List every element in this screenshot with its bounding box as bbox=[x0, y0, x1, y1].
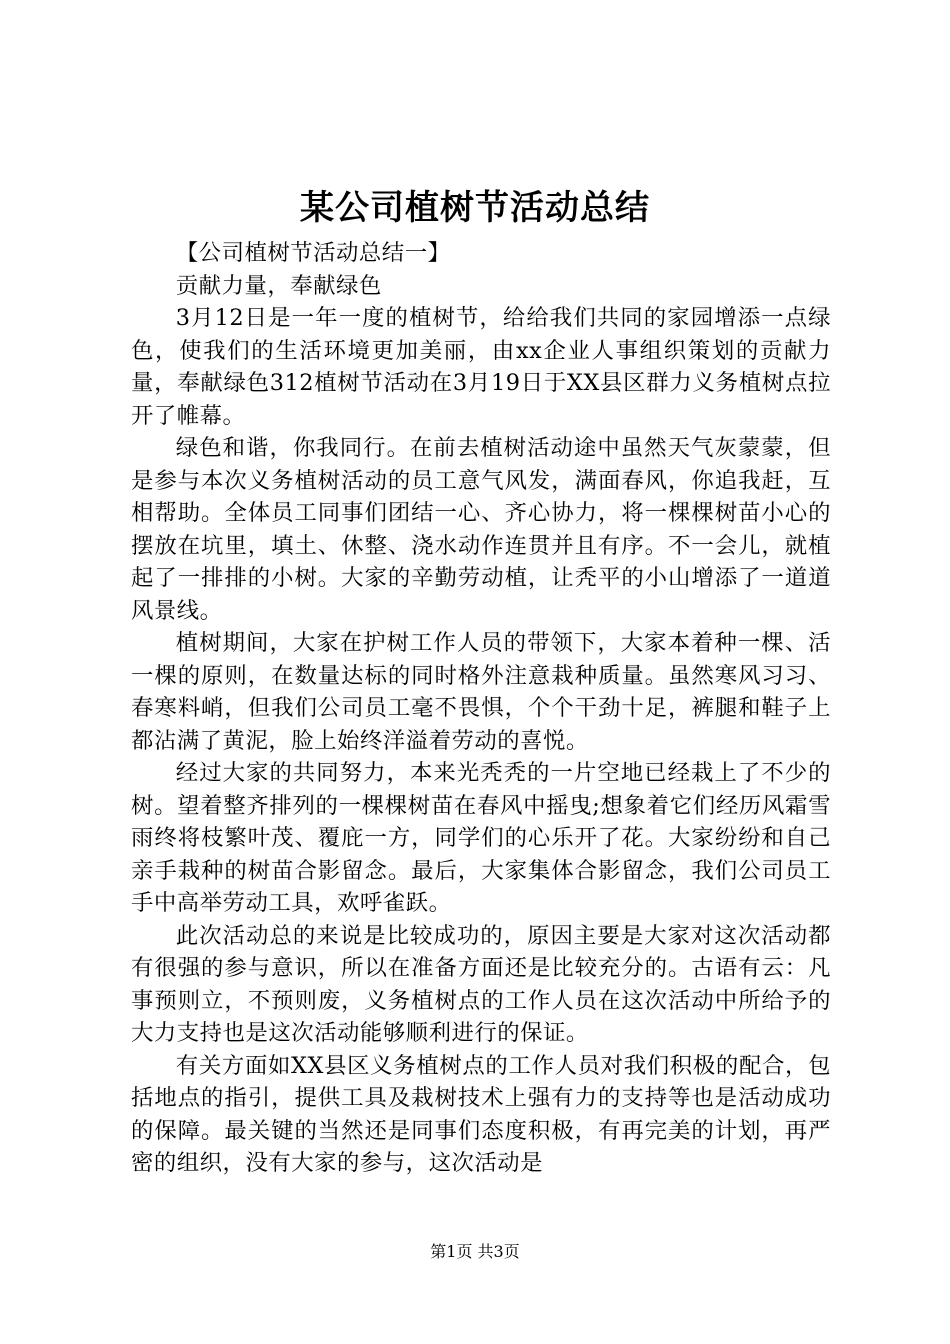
body-paragraph: 绿色和谐，你我同行。在前去植树活动途中虽然天气灰蒙蒙，但是参与本次义务植树活动的员工意气风发，满面春风，你追我赶，互相帮助。全体员工同事们团结一心、齐心协力，将一棵棵树苗小心的摆放在坑里，填土、休整、浇水动作连贯并且有序。不一会儿，就植起了一排排的小树。大家的辛勤劳动植，让秃平的小山增添了一道道风景线。 bbox=[131, 435, 831, 624]
body-paragraph: 植树期间，大家在护树工作人员的带领下，大家本着种一棵、活一棵的原则，在数量达标的同时格外注意栽种质量。虽然寒风习习、春寒料峭，但我们公司员工毫不畏惧，个个干劲十足，裤腿和鞋子上都沾满了黄泥，脸上始终洋溢着劳动的喜悦。 bbox=[131, 630, 831, 754]
document-title: 某公司植树节活动总结 bbox=[300, 188, 650, 228]
body-paragraph: 经过大家的共同努力，本来光秃秃的一片空地已经栽上了不少的树。望着整齐排列的一棵棵树苗在春风中摇曳;想象着它们经历风霜雪雨终将枝繁叶茂、覆庇一方，同学们的心乐开了花。大家纷纷和自己亲手栽种的树苗合影留念。最后，大家集体合影留念，我们公司员工手中高举劳动工具，欢呼雀跃。 bbox=[131, 760, 831, 916]
page-footer: 第1页 共3页 bbox=[430, 1242, 520, 1261]
section-heading: 【公司植树节活动总结一】 bbox=[175, 240, 451, 266]
body-paragraph: 此次活动总的来说是比较成功的，原因主要是大家对这次活动都有很强的参与意识，所以在准备方面还是比较充分的。古语有云：凡事预则立，不预则废，义务植树点的工作人员在这次活动中所给予的大力支持也是这次活动能够顺利进行的保证。 bbox=[131, 922, 831, 1046]
document-body bbox=[131, 237, 831, 1180]
body-paragraph: 有关方面如XX县区义务植树点的工作人员对我们积极的配合，包括地点的指引，提供工具及栽树技术上强有力的支持等也是活动成功的保障。最关键的当然还是同事们态度积极，有再完美的计划，再严密的组织，没有大家的参与，这次活动是 bbox=[131, 1052, 831, 1176]
body-paragraph: 3月12日是一年一度的植树节，给给我们共同的家园增添一点绿色，使我们的生活环境更加美丽，由xx企业人事组织策划的贡献力量，奉献绿色312植树节活动在3月19日于XX县区群力义务植树点拉开了帷幕。 bbox=[131, 305, 831, 429]
subtitle-paragraph: 贡献力量，奉献绿色 bbox=[175, 272, 382, 299]
